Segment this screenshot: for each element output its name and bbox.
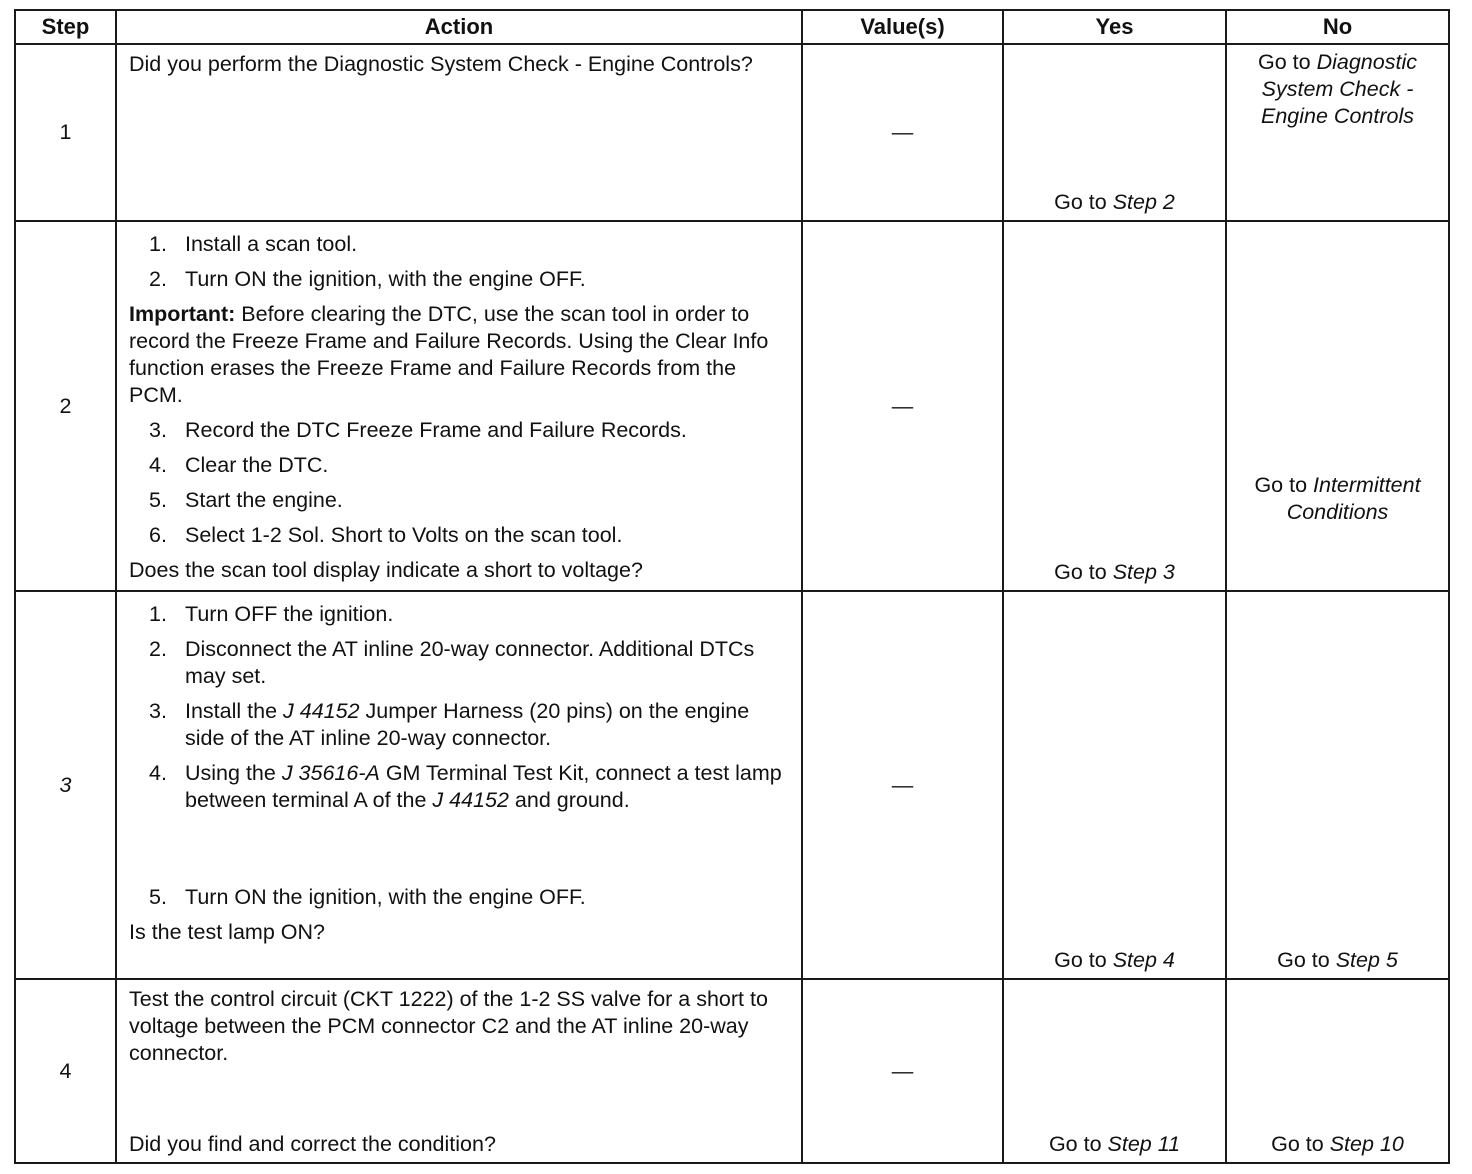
table-row-step-3 <box>15 591 1449 979</box>
header-yes: Yes <box>1003 10 1226 44</box>
table-row-step-4 <box>15 979 1449 1163</box>
action-text: Test the control circuit (CKT 1222) of the 1-2 SS valve for a short to voltage between the PCM connector C2 and the AT inline 20-way connector. <box>129 987 768 1065</box>
yes-link: Go to Step 2 <box>1054 190 1175 214</box>
yes-link: Go to Step 4 <box>1054 948 1175 972</box>
header-values: Value(s) <box>802 10 1003 44</box>
action-cell <box>116 221 802 591</box>
yes-link: Go to Step 3 <box>1054 560 1175 584</box>
yes-cell <box>1003 44 1226 221</box>
tool-reference: J 44152 <box>283 699 360 723</box>
header-action: Action <box>116 10 802 44</box>
list-item: 6. Select 1-2 Sol. Short to Volts on the scan tool. <box>149 523 623 547</box>
header-step: Step <box>15 10 116 44</box>
list-item: 2. Turn ON the ignition, with the engine OFF. <box>149 267 586 291</box>
yes-cell <box>1003 979 1226 1163</box>
action-question: Did you perform the Diagnostic System Check - Engine Controls? <box>129 52 753 76</box>
action-cell <box>116 979 802 1163</box>
action-question: Does the scan tool display indicate a short to voltage? <box>129 558 643 582</box>
no-link: Go to Diagnostic System Check - Engine Controls <box>1258 50 1417 128</box>
action-question: Is the test lamp ON? <box>129 920 325 944</box>
list-item: 5. Turn ON the ignition, with the engine OFF. <box>149 885 586 909</box>
list-item: 1. Turn OFF the ignition. <box>149 602 394 626</box>
header-row <box>15 10 1449 44</box>
table-row-step-2 <box>15 221 1449 591</box>
step-number: 1 <box>15 44 116 221</box>
action-list <box>129 231 793 293</box>
no-cell <box>1226 44 1449 221</box>
list-item: 4. Using the J 35616-A GM Terminal Test Kit, connect a test lamp between terminal A of the J 44152 and ground. <box>149 761 782 812</box>
tool-reference: J 35616-A <box>281 761 380 785</box>
list-item: 2. Disconnect the AT inline 20-way connector. Additional DTCs may set. <box>149 637 755 688</box>
yes-cell <box>1003 221 1226 591</box>
no-link: Go to Step 5 <box>1277 948 1398 972</box>
action-list <box>129 601 793 911</box>
no-cell <box>1226 221 1449 591</box>
no-cell <box>1226 979 1449 1163</box>
list-item: 4. Clear the DTC. <box>149 453 329 477</box>
action-cell <box>116 44 802 221</box>
important-note: Important: Before clearing the DTC, use the scan tool in order to record the Freeze Frame and Failure Records. Using the Clear Info function erases the Freeze Frame and Failure Records from the PCM. <box>129 302 769 407</box>
action-question: Did you find and correct the condition? <box>129 1132 496 1156</box>
action-cell <box>116 591 802 979</box>
step-number: 2 <box>15 221 116 591</box>
value-cell: — <box>802 44 1003 221</box>
no-link: Go to Intermittent Conditions <box>1254 473 1421 524</box>
value-cell: — <box>802 979 1003 1163</box>
yes-cell <box>1003 591 1226 979</box>
step-number: 4 <box>15 979 116 1163</box>
value-cell: — <box>802 221 1003 591</box>
list-item: 1. Install a scan tool. <box>149 232 358 256</box>
no-link: Go to Step 10 <box>1271 1132 1404 1156</box>
list-item: 3. Install the J 44152 Jumper Harness (20 pins) on the engine side of the AT inline 20-way connector. <box>149 699 750 750</box>
step-number: 3 <box>15 591 116 979</box>
diagnostic-table <box>14 9 1450 1164</box>
table-row-step-1 <box>15 44 1449 221</box>
tool-reference: J 44152 <box>432 788 509 812</box>
list-item: 3. Record the DTC Freeze Frame and Failure Records. <box>149 418 687 442</box>
list-item: 5. Start the engine. <box>149 488 343 512</box>
value-cell: — <box>802 591 1003 979</box>
header-no: No <box>1226 10 1449 44</box>
yes-link: Go to Step 11 <box>1048 1132 1181 1156</box>
action-list <box>129 417 793 549</box>
no-cell <box>1226 591 1449 979</box>
